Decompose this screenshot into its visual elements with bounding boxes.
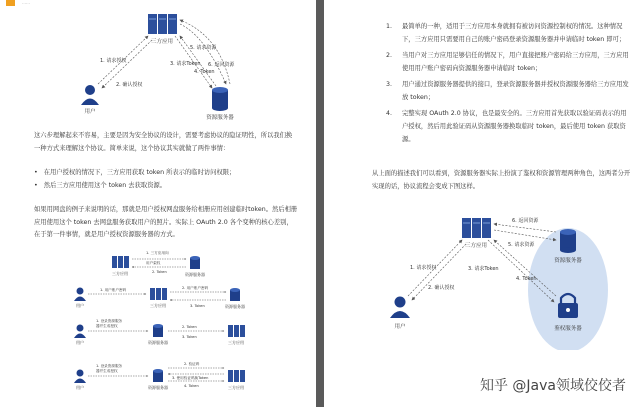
mini-flow-diagrams xyxy=(60,250,300,400)
mini4-step1b: 器并生成授权 xyxy=(96,369,118,373)
arrow-label-1: 1. 请求授权 xyxy=(410,265,437,271)
resource-server-label: 资源服务器 xyxy=(554,258,582,264)
arrow-label-4: 4. Token xyxy=(194,69,215,75)
mini3-step3: 3. Token xyxy=(182,335,197,339)
mini2-step2: 2. 用户账户密码 xyxy=(182,286,209,290)
database-icon xyxy=(153,369,163,382)
third-party-app-label: 三方应用 xyxy=(464,243,488,249)
bullet-item: • 在用户授权的情况下，三方应用获取 token 所表示的临时访问权限； xyxy=(34,166,298,179)
user-icon xyxy=(74,370,86,384)
mini4-step4: 4. Token xyxy=(184,384,199,388)
explanation-paragraph: 这六步理解起来不容易，主要是因为安全协议的设计，需要考虑协议的隐证明性，所以我们换一种方式来理解这个协议。简单来说，这个协议其实就做了两件事情： xyxy=(34,132,293,152)
list-item: 3. 用户通过资源服务器提供的接口，登录资源服务器并授权资源服务器给三方应用发放 token； xyxy=(386,81,629,101)
mini3-app-label: 三方应用 xyxy=(228,340,244,345)
arrow-label-6: 6. 返回资源 xyxy=(208,62,235,68)
mini1-server-label: 资源服务器 xyxy=(185,272,205,277)
arrow-label-4: 4. Token xyxy=(516,276,537,282)
server-rack-icon xyxy=(148,14,177,34)
resource-server-label: 资源服务器 xyxy=(206,115,234,121)
arrow-label-5: 5. 请求资源 xyxy=(190,45,217,51)
arrow-label-2: 2. 确认授权 xyxy=(116,82,143,88)
server-rack-icon xyxy=(228,370,245,382)
server-rack-icon xyxy=(228,325,245,337)
oauth-flow-diagram xyxy=(30,6,290,130)
database-icon xyxy=(560,229,576,253)
mini1-step1b: 用户索权 xyxy=(146,261,161,265)
mini4-server-label: 资源服务器 xyxy=(148,385,168,390)
user-icon xyxy=(74,325,86,339)
database-icon xyxy=(212,87,228,111)
mini4-step3: 3. 使用验证码换Token xyxy=(172,376,209,380)
arrow-label-2: 2. 确认授权 xyxy=(428,285,455,291)
mini1-step1: 1. 三方应用向 xyxy=(146,251,169,255)
mini1-step2: 2. Token xyxy=(152,270,167,274)
mini-diagram-1 xyxy=(112,250,205,277)
list-item: 4. 完整实现 OAuth 2.0 协议，也是最安全的。三方应用首先获取以验证码表示的用户授权，然后用此验证码从资源服务器换取临时 token，最后使用 token 获取资源。 xyxy=(386,110,627,143)
auth-server-label: 鉴权服务器 xyxy=(554,326,582,332)
mini4-app-label: 三方应用 xyxy=(228,385,244,390)
server-rack-icon xyxy=(112,256,129,268)
mini2-server-label: 资源服务器 xyxy=(225,304,245,309)
mini3-step2: 2. Token xyxy=(182,325,197,329)
database-icon xyxy=(190,256,200,269)
left-page xyxy=(0,0,316,407)
arrow-label-3: 3. 请求Token xyxy=(468,266,499,272)
right-page xyxy=(324,0,640,407)
mini2-step3: 3. Token xyxy=(190,304,205,308)
list-item: 2. 当用户对三方应用足够信任的情况下，用户直接把账户密码给三方应用，三方应用使用用户账户密码向资源服务器申请临时 token； xyxy=(386,52,629,72)
mini1-app-label: 三方应用 xyxy=(112,271,128,276)
arrow-label-1: 1. 请求授权 xyxy=(100,58,127,64)
mini4-step2: 2. 验证码 xyxy=(184,362,200,366)
user-icon xyxy=(81,85,99,105)
summary-paragraph: 从上面的描述我们可以看到，资源服务器实际上扮演了鉴权和资源管理两种角色，这两者分开实现的话，协议流程会变成下图这样。 xyxy=(372,170,631,190)
mini-diagram-2 xyxy=(74,285,245,309)
mini4-step1: 1. 登录资源服务 xyxy=(96,364,123,368)
bullet-item: • 然后三方应用使用这个 token 去获取资源。 xyxy=(34,179,298,192)
oauth-flow-diagram-with-auth-server xyxy=(358,210,628,350)
watermark: 知乎 @Java领域佼佼者 xyxy=(479,378,626,394)
mini3-step1b: 器并生成授权 xyxy=(96,324,118,328)
arrow-label-3: 3. 请求Token xyxy=(170,61,201,67)
user-label: 用户 xyxy=(394,324,406,330)
server-rack-icon xyxy=(462,218,491,238)
user-icon xyxy=(74,288,86,302)
database-icon xyxy=(153,324,163,337)
netdisk-example-paragraph: 如果用网盘的例子来说明的话，那就是用户授权网盘服务给相册应用创建临时token。然后相册应用使用这个 token 去网盘服务获取用户的照片。实际上 OAuth 2.0 各个变种的核心差别，在于第一件事情，就是用户授权资源服务器的方式。 xyxy=(34,206,298,239)
summary-bullet-list xyxy=(34,166,298,192)
mini2-user-label: 用户 xyxy=(76,303,84,308)
server-rack-icon xyxy=(150,288,167,300)
page-header-text: …… xyxy=(22,0,30,5)
mini3-server-label: 资源服务器 xyxy=(148,340,168,345)
mini3-step1: 1. 登录资源服务 xyxy=(96,319,123,323)
third-party-app-label: 三方应用 xyxy=(150,39,174,45)
database-icon xyxy=(230,288,240,301)
page-tab-marker xyxy=(6,0,15,6)
mini2-step1: 1. 用户账户密码 xyxy=(100,288,127,292)
mini-diagram-4 xyxy=(74,361,245,390)
mini2-app-label: 三方应用 xyxy=(150,303,166,308)
list-item: 1. 最简单的一种，适用于三方应用本身就拥有被访问资源控制权的情况。这种情况下，三方应用只需要用自己的账户密码登录资源服务器并申请临时 token 即可； xyxy=(386,23,626,43)
arrow-label-6: 6. 返回资源 xyxy=(512,218,539,224)
user-label: 用户 xyxy=(84,109,96,115)
authorization-methods-list xyxy=(386,20,632,149)
user-icon xyxy=(390,297,410,319)
mini-diagram-3 xyxy=(74,318,245,345)
mini3-user-label: 用户 xyxy=(76,340,84,345)
arrow-label-5: 5. 请求资源 xyxy=(508,242,535,248)
mini4-user-label: 用户 xyxy=(76,385,84,390)
